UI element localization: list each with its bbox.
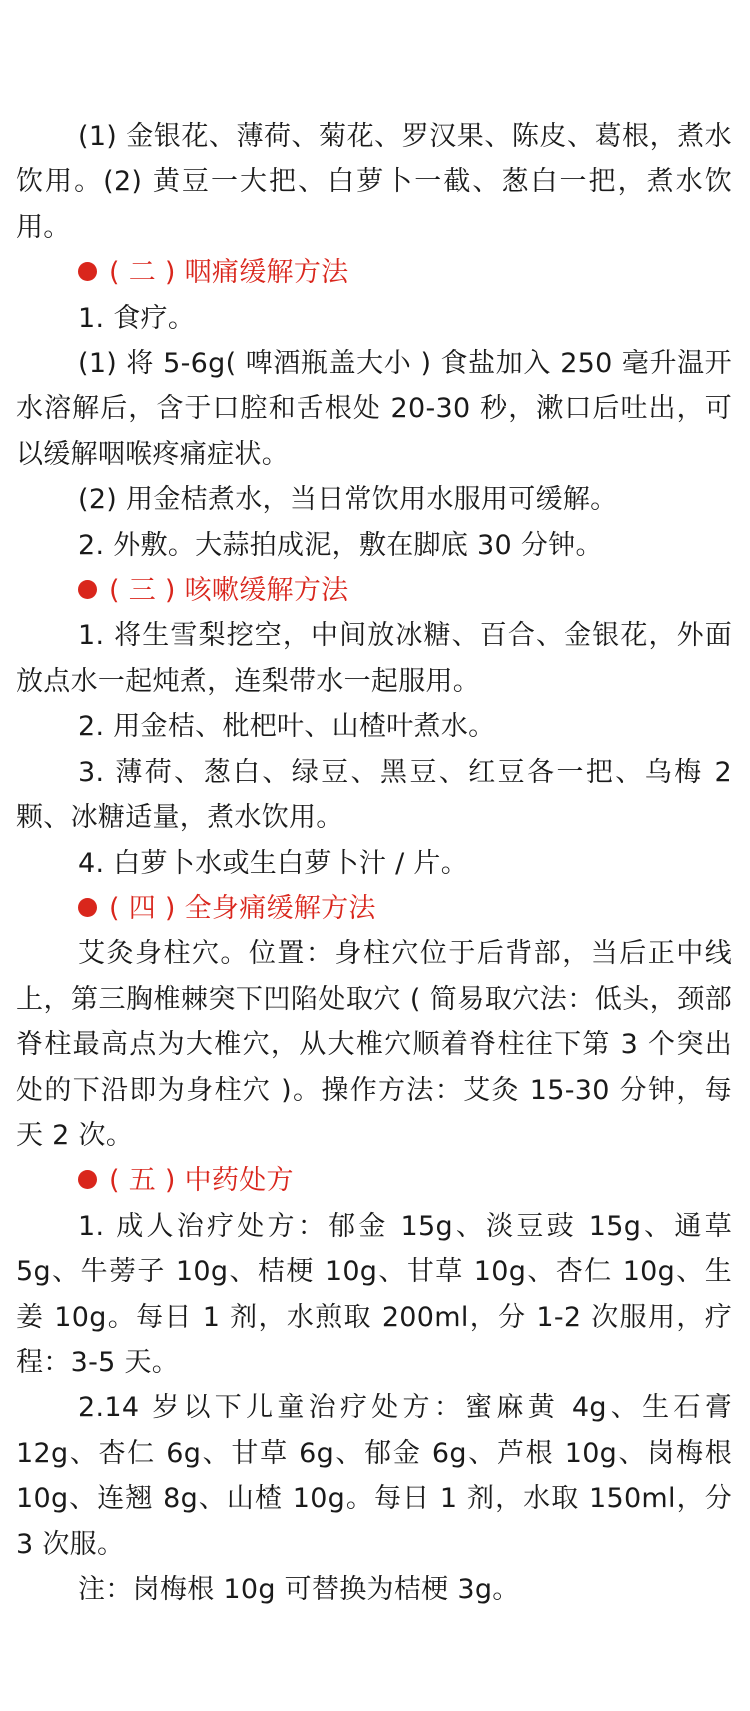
paragraph-note: 注：岗梅根 10g 可替换为桔梗 3g。 <box>78 1574 520 1605</box>
paragraph-garlic-compress: 2. 外敷。大蒜拍成泥，敷在脚底 30 分钟。 <box>78 529 603 561</box>
paragraph-pear: 1. 将生雪梨挖空，中间放冰糖、百合、金银花，外面放点水一起炖煮，连梨带水一起服用。 <box>16 620 732 697</box>
section-heading-prescription <box>16 1158 732 1203</box>
red-bullet-icon <box>78 1170 97 1189</box>
red-bullet-icon <box>78 898 97 917</box>
paragraph-child-prescription: 2.14 岁以下儿童治疗处方：蜜麻黄 4g、生石膏 12g、杏仁 6g、甘草 6g、郁金 6g、芦根 10g、岗梅根 10g、连翘 8g、山楂 10g。每日 1 剂，水取 150ml，分 3 次服。 <box>16 1392 741 1560</box>
paragraph-moxibustion: 艾灸身柱穴。位置：身柱穴位于后背部，当后正中线上，第三胸椎棘突下凹陷处取穴 ( 简易取穴法：低头，颈部脊柱最高点为大椎穴，从大椎穴顺着脊柱往下第 3 个突出处的下沿即为身柱穴 )。操作方法：艾灸 15-30 分钟，每天 2 次。 <box>16 938 732 1151</box>
section-heading-label: ( 五 ) 中药处方 <box>109 1165 294 1197</box>
paragraph-salt-water: (1) 将 5-6g( 啤酒瓶盖大小 ) 食盐加入 250 毫升温开水溶解后，含于口腔和舌根处 20-30 秒，漱口后吐出，可以缓解咽喉疼痛症状。 <box>16 348 732 470</box>
red-bullet-icon <box>78 262 97 281</box>
paragraph-radish: 4. 白萝卜水或生白萝卜汁 / 片。 <box>78 847 469 879</box>
paragraph-diet-therapy: 1. 食疗。 <box>78 302 196 334</box>
section-heading-body-ache <box>16 886 732 931</box>
section-heading-cough <box>16 568 732 613</box>
paragraph-adult-prescription: 1. 成人治疗处方：郁金 15g、淡豆豉 15g、通草 5g、牛蒡子 10g、桔梗 10g、甘草 10g、杏仁 10g、生姜 10g。每日 1 剂，水煎取 200ml，分 1-2 次服用，疗程：3-5 天。 <box>16 1210 741 1378</box>
paragraph-kumquat: (2) 用金桔煮水，当日常饮用水服用可缓解。 <box>78 484 618 516</box>
section-heading-sore-throat <box>16 250 732 295</box>
section-heading-label: ( 四 ) 全身痛缓解方法 <box>109 892 376 924</box>
paragraph-herbal-drink: (1) 金银花、薄荷、菊花、罗汉果、陈皮、葛根，煮水饮用。(2) 黄豆一大把、白萝卜一截、葱白一把，煮水饮用。 <box>16 121 732 243</box>
red-bullet-icon <box>78 580 97 599</box>
paragraph-loquat: 2. 用金桔、枇杷叶、山楂叶煮水。 <box>78 711 496 743</box>
section-heading-label: ( 二 ) 咽痛缓解方法 <box>109 257 349 289</box>
paragraph-beans: 3. 薄荷、葱白、绿豆、黑豆、红豆各一把、乌梅 2 颗、冰糖适量，煮水饮用。 <box>16 756 741 834</box>
section-heading-label: ( 三 ) 咳嗽缓解方法 <box>109 575 349 607</box>
